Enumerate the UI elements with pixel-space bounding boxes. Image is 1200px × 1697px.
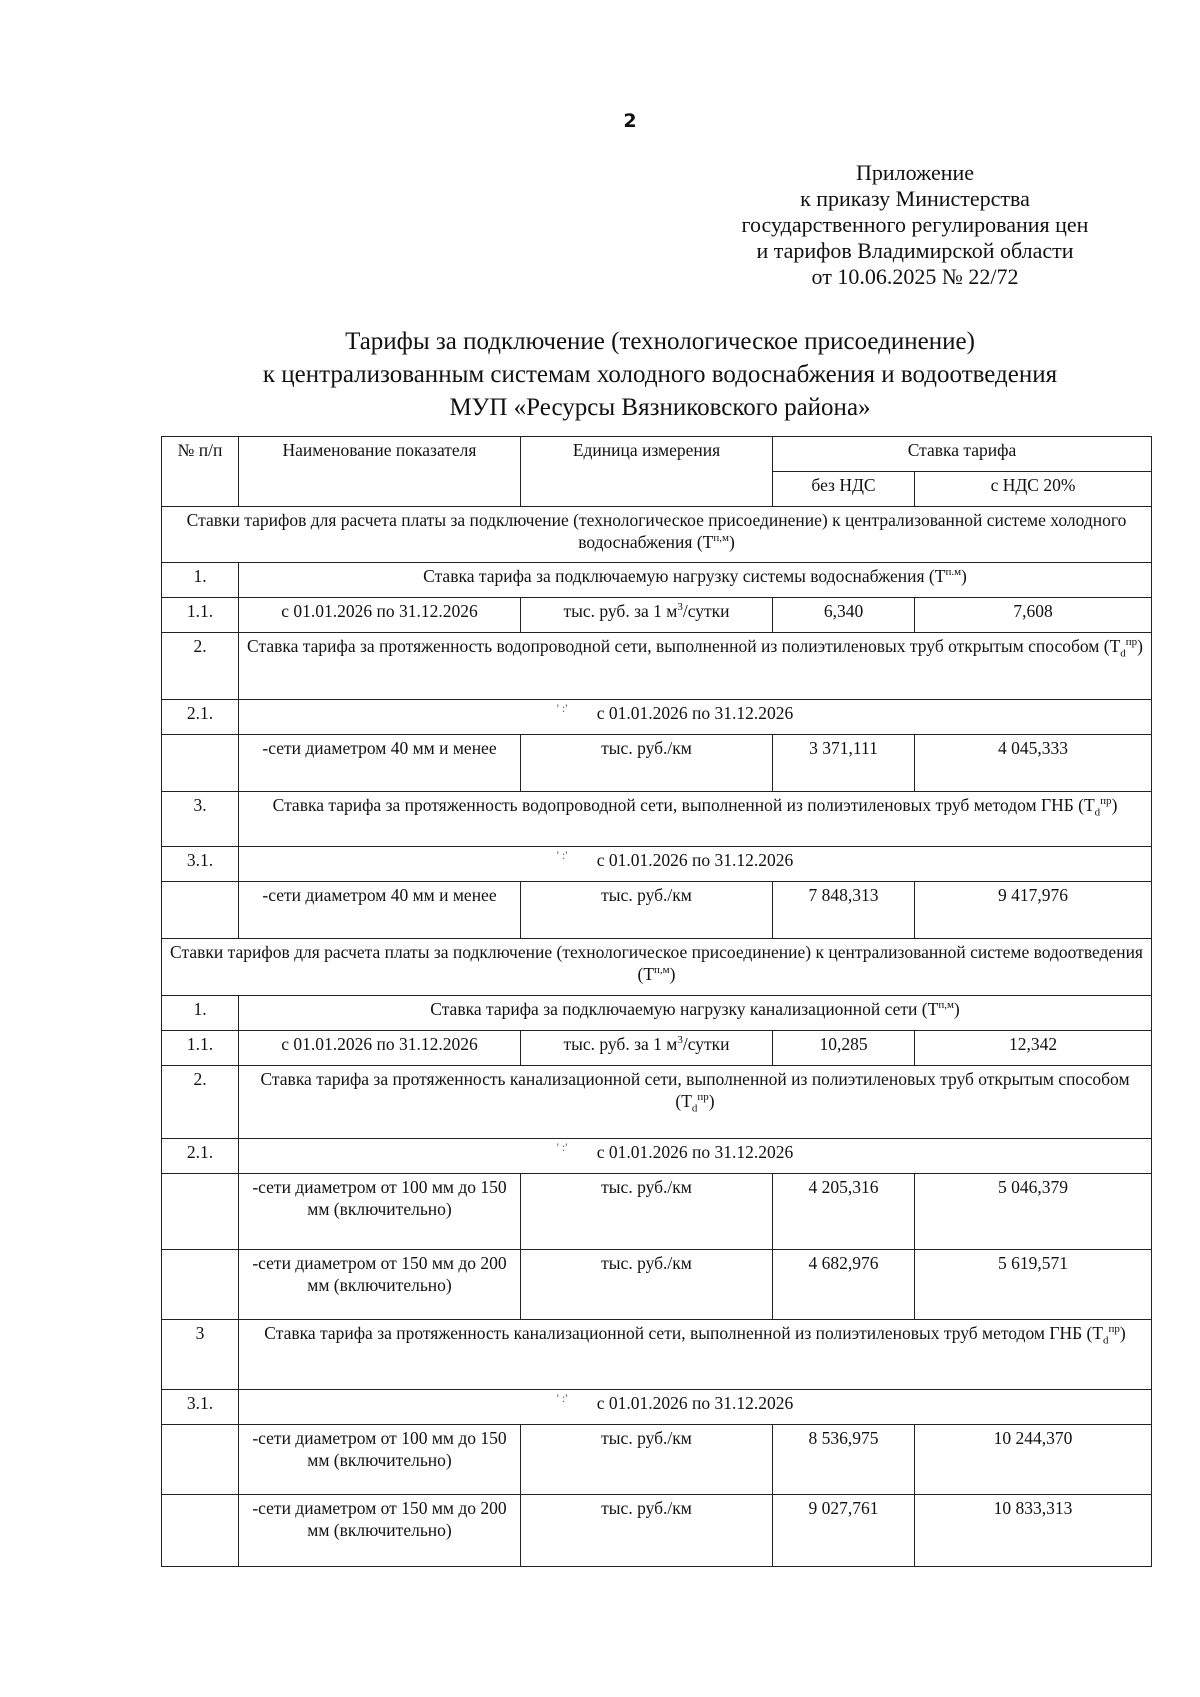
row-num: 1. [162, 996, 239, 1031]
value-no-vat: 3 371,111 [773, 735, 915, 792]
row-name: -сети диаметром 40 мм и менее [239, 882, 521, 939]
row-unit: тыс. руб./км [521, 735, 773, 792]
row-unit: тыс. руб. за 1 $м^3$/сутки [521, 1031, 773, 1066]
row-num: 3.1. [162, 847, 239, 882]
row-num: 2.1. [162, 1139, 239, 1174]
row-title: Ставка тарифа за протяженность канализационной сети, выполненной из полиэтиленовых труб методом ГНБ $(Т_d^{пр})$ [239, 1320, 1152, 1390]
value-with-vat: 5 046,379 [915, 1174, 1152, 1250]
table-row [162, 1390, 1152, 1425]
value-no-vat: 7 848,313 [773, 882, 915, 939]
header-num: № п/п [162, 437, 239, 507]
row-num [162, 1174, 239, 1250]
value-no-vat: 4 205,316 [773, 1174, 915, 1250]
row-num [162, 1425, 239, 1495]
row-unit: тыс. руб./км [521, 1495, 773, 1567]
section-row-water [162, 507, 1152, 563]
table-row [162, 1320, 1152, 1390]
row-name: -сети диаметром 40 мм и менее [239, 735, 521, 792]
document-title [160, 325, 1160, 424]
row-name: -сети диаметром от 100 мм до 150 мм (включительно) [239, 1174, 521, 1250]
header-rate: Ставка тарифа [773, 437, 1152, 472]
row-num: 2. [162, 1066, 239, 1139]
value-no-vat: 6,340 [773, 598, 915, 633]
row-name: -сети диаметром от 100 мм до 150 мм (включительно) [239, 1425, 521, 1495]
table-row [162, 1495, 1152, 1567]
table-row [162, 1139, 1152, 1174]
row-unit: тыс. руб./км [521, 1174, 773, 1250]
table-row [162, 1031, 1152, 1066]
appendix-line: от 10.06.2025 № 22/72 [811, 264, 1019, 289]
table-row [162, 1066, 1152, 1139]
row-unit: тыс. руб. за 1 $м^3$/сутки [521, 598, 773, 633]
table-row [162, 1250, 1152, 1320]
row-num [162, 1250, 239, 1320]
row-period: ' :' с 01.01.2026 по 31.12.2026 [239, 1390, 1152, 1425]
row-num: 2.1. [162, 700, 239, 735]
header-with-vat: с НДС 20% [915, 472, 1152, 507]
table-row [162, 563, 1152, 598]
table-row [162, 882, 1152, 939]
table-row [162, 598, 1152, 633]
header-unit: Единица измерения [521, 437, 773, 507]
row-num: 1. [162, 563, 239, 598]
value-no-vat: 10,285 [773, 1031, 915, 1066]
row-period: ' :' с 01.01.2026 по 31.12.2026 [239, 700, 1152, 735]
scan-marks: ' :' [556, 1391, 568, 1405]
scan-marks: ' :' [556, 701, 568, 715]
value-with-vat: 4 045,333 [915, 735, 1152, 792]
appendix-line: государственного регулирования цен [741, 212, 1089, 237]
value-with-vat: 5 619,571 [915, 1250, 1152, 1320]
value-with-vat: 12,342 [915, 1031, 1152, 1066]
appendix-line: к приказу Министерства [800, 186, 1030, 211]
title-line: Тарифы за подключение (технологическое присоединение) [345, 328, 975, 355]
row-title: Ставка тарифа за протяженность водопроводной сети, выполненной из полиэтиленовых труб открытым способом $(Т_d^{пр})$ [239, 633, 1152, 700]
row-num: 3. [162, 792, 239, 847]
table-row [162, 1174, 1152, 1250]
value-no-vat: 8 536,975 [773, 1425, 915, 1495]
section-title: Ставки тарифов для расчета платы за подключение (технологическое присоединение) к централизованной системе водоотведения $(Т^{п,м})$ [162, 939, 1152, 996]
scan-marks: ' :' [556, 848, 568, 862]
table-row [162, 996, 1152, 1031]
row-num [162, 882, 239, 939]
value-with-vat: 10 244,370 [915, 1425, 1152, 1495]
row-unit: тыс. руб./км [521, 882, 773, 939]
row-name: -сети диаметром от 150 мм до 200 мм (включительно) [239, 1250, 521, 1320]
page-number: 2 [623, 110, 637, 132]
row-title: Ставка тарифа за протяженность канализационной сети, выполненной из полиэтиленовых труб открытым способом $(Т_d^{пр})$ [239, 1066, 1152, 1139]
table-row [162, 700, 1152, 735]
row-num: 1.1. [162, 598, 239, 633]
appendix-block [700, 160, 1130, 290]
table-row [162, 633, 1152, 700]
header-row [162, 437, 1152, 472]
appendix-line: и тарифов Владимирской области [756, 238, 1074, 263]
tariff-table [161, 436, 1152, 1567]
row-title: Ставка тарифа за подключаемую нагрузку канализационной сети $(Т^{п,м})$ [239, 996, 1152, 1031]
value-no-vat: 4 682,976 [773, 1250, 915, 1320]
row-title: Ставка тарифа за протяженность водопроводной сети, выполненной из полиэтиленовых труб методом ГНБ $(Т_d^{пр})$ [239, 792, 1152, 847]
title-line: к централизованным системам холодного водоснабжения и водоотведения [262, 361, 1058, 388]
row-num [162, 735, 239, 792]
row-title: Ставка тарифа за подключаемую нагрузку системы водоснабжения $(Т^{п.м})$ [239, 563, 1152, 598]
value-with-vat: 9 417,976 [915, 882, 1152, 939]
row-num: 3.1. [162, 1390, 239, 1425]
section-row-sewer [162, 939, 1152, 996]
row-name: -сети диаметром от 150 мм до 200 мм (включительно) [239, 1495, 521, 1567]
table-row [162, 735, 1152, 792]
table-row [162, 1425, 1152, 1495]
row-period: с 01.01.2026 по 31.12.2026 [239, 598, 521, 633]
row-period: с 01.01.2026 по 31.12.2026 [239, 1031, 521, 1066]
table-row [162, 792, 1152, 847]
header-no-vat: без НДС [773, 472, 915, 507]
row-period: ' :' с 01.01.2026 по 31.12.2026 [239, 1139, 1152, 1174]
row-num: 3 [162, 1320, 239, 1390]
scan-marks: ' :' [556, 1140, 568, 1154]
row-num: 2. [162, 633, 239, 700]
value-no-vat: 9 027,761 [773, 1495, 915, 1567]
value-with-vat: 10 833,313 [915, 1495, 1152, 1567]
row-unit: тыс. руб./км [521, 1250, 773, 1320]
row-period: ' :' с 01.01.2026 по 31.12.2026 [239, 847, 1152, 882]
title-line: МУП «Ресурсы Вязниковского района» [449, 394, 871, 421]
section-title: Ставки тарифов для расчета платы за подключение (технологическое присоединение) к централизованной системе холодного водоснабжения $(Т^{п,м})$ [162, 507, 1152, 563]
row-unit: тыс. руб./км [521, 1425, 773, 1495]
row-num [162, 1495, 239, 1567]
table-row [162, 847, 1152, 882]
value-with-vat: 7,608 [915, 598, 1152, 633]
header-name: Наименование показателя [239, 437, 521, 507]
row-num: 1.1. [162, 1031, 239, 1066]
appendix-line: Приложение [855, 160, 975, 185]
